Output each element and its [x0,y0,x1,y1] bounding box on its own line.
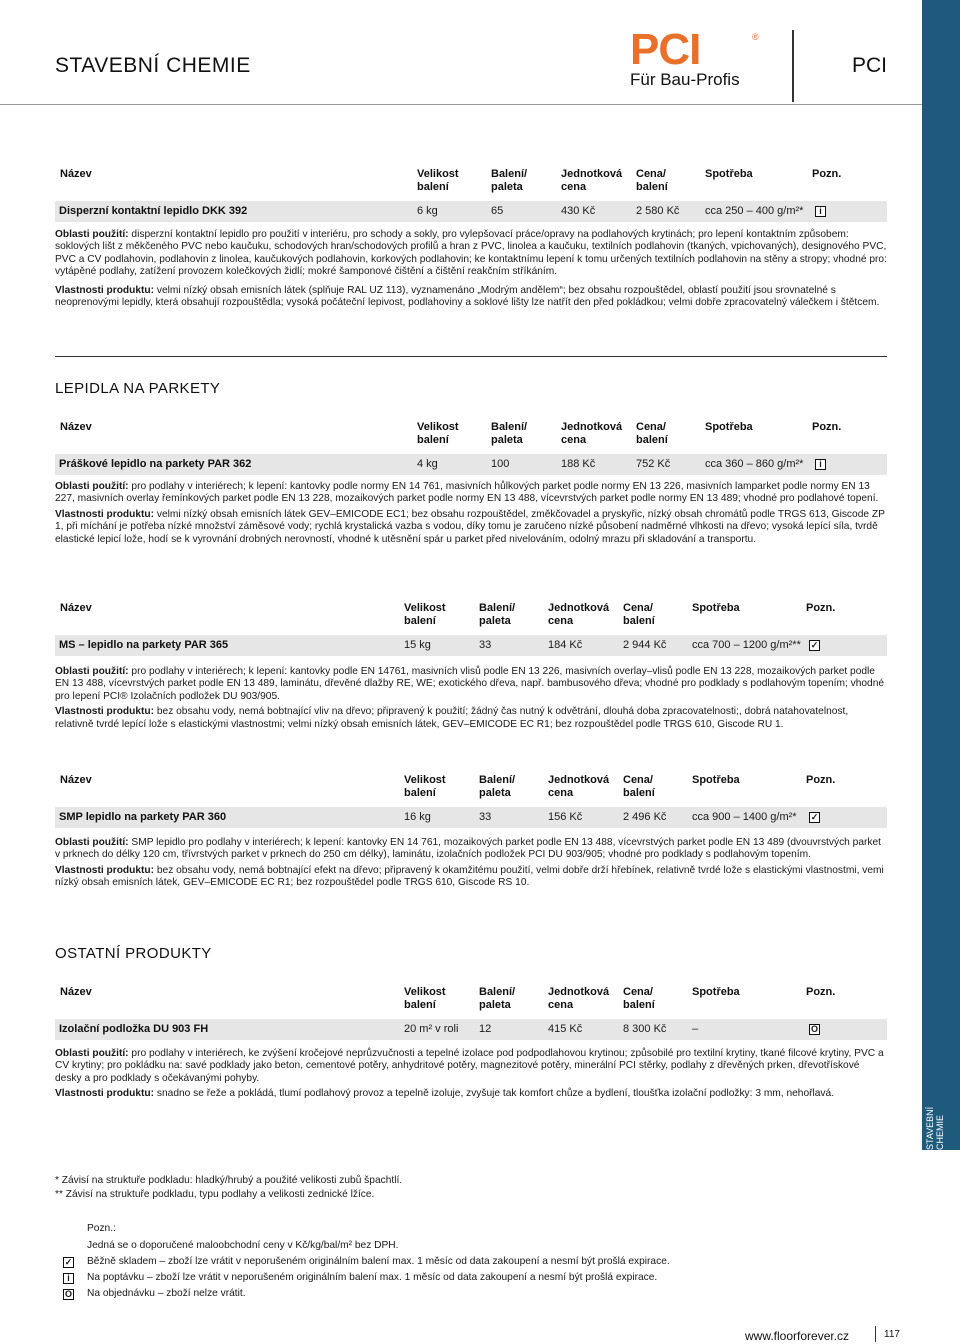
col-name: Název [60,602,92,614]
col-usage: Spotřeba [692,774,740,786]
notes-title: Pozn.: [87,1223,116,1234]
product-description: Oblasti použití: pro podlahy v interiérech, ke zvýšení kročejové neprůzvučnosti a tepelné izolace pod podpodlahovou krytinou; způsobilé pro textilní krytiny, tkané filcové krytiny, PVC a CV krytiny; pro pokládku na: savé podklady jako beton, cementové potěry, anhydritové potěry, magnezitové potěry, minerální PCI stěrky, podlahy z dřevěných prken, dřevotřískové desky a pro podklady s očekávanými pohyby. Vlastnosti produktu: snadno se řeže a pokládá, tlumí podlahový provoz a tepelně izoluje, zvyšuje tak komfort chůze a bydlení, tloušťka izolační podložky: 3 mm, nehořlavá. [55,1048,884,1100]
section-title-other: OSTATNÍ PRODUKTY [55,945,212,962]
col-size: Velikost balení [417,421,459,446]
footer-divider [875,1326,876,1342]
product-pallet: 65 [491,205,504,217]
product-usage: cca 700 – 1200 g/m²** [692,639,801,651]
header-rule [0,104,922,105]
page-title: STAVEBNÍ CHEMIE [55,54,251,77]
col-unit-price: Jednotková cena [548,986,610,1011]
product-pallet: 12 [479,1023,492,1035]
col-name: Název [60,421,92,433]
col-size: Velikost balení [417,168,459,193]
header-divider [792,30,794,102]
product-unit-price: 184 Kč [548,639,583,651]
product-usage: cca 360 – 860 g/m²* [705,458,804,470]
product-unit-price: 188 Kč [561,458,596,470]
header-brand: PCI [852,54,888,77]
col-note: Pozn. [806,774,836,786]
col-unit-price: Jednotková cena [561,421,623,446]
availability-order-icon: O [810,1024,818,1034]
product-pallet: 33 [479,639,492,651]
col-size: Velikost balení [404,774,446,799]
col-size: Velikost balení [404,602,446,627]
product-name: SMP lepidlo na parkety PAR 360 [59,811,227,823]
product-unit-price: 415 Kč [548,1023,583,1035]
product-row [55,201,887,222]
col-price: Cena/ balení [636,421,668,446]
product-usage: cca 250 – 400 g/m²* [705,205,804,217]
col-size: Velikost balení [404,986,446,1011]
col-usage: Spotřeba [692,986,740,998]
section-rule [55,356,887,357]
availability-info-icon: i [815,206,826,217]
col-price: Cena/ balení [623,774,655,799]
product-usage: cca 900 – 1400 g/m²* [692,811,797,823]
product-price: 8 300 Kč [623,1023,667,1035]
product-name: Disperzní kontaktní lepidlo DKK 392 [59,205,248,217]
legend-order-icon: O [64,1289,72,1299]
availability-check-icon: ✓ [810,812,819,822]
footnote-single-star: * Závisí na struktuře podkladu: hladký/hrubý a použité velikosti zubů špachtlí. [55,1175,403,1186]
product-description: Oblasti použití: disperzní kontaktní lepidlo pro použití v interiéru, pro schody a sokly, pro vylepšovací práce/opravy na podlahových krytinách; pro lepení kontaktním způsobem: soklových lišt z měkčeného PVC nebo kaučuku, schodových hran/schodových profilů a hran z PVC, linolea a kaučuku, textilních podlahovin (tkaných, vpichovaných), designového PVC, PVC a CV podlahovin, podlahovin z linolea, kaučukových podlahovin, korkových podlahovin; ke kontaktnímu lepení k tomu určených textilních podlahovin na stěny a stropy; vhodné pro: vytápěné podlahy, zatížení provozem kolečkových židlí; mokré šamponové čištění a čištění reakčním stříkáním. Vlastnosti produktu: velmi nízký obsah emisních látek (splňuje RAL UZ 113), vyznamenáno „Modrým andělem“; bez obsahu rozpouštědel, oblastí použití jsou srovnatelné s neoprenovými lepidly, která obsahují rozpouštědla; vysoká počáteční lepivost, podlahoviny a soklové lišty lze natřít den před pokládkou; velmi dobře zpracovatelný válečkem i štětcem. [55,229,887,309]
legend-order-text: Na objednávku – zboží nelze vrátit. [87,1288,246,1299]
col-pallet: Balení/ paleta [479,602,516,627]
col-name: Název [60,774,92,786]
product-size: 4 kg [417,458,438,470]
footer-website: www.floorforever.cz [745,1329,850,1343]
availability-info-icon: i [815,459,826,470]
col-note: Pozn. [806,602,836,614]
footnote-double-star: ** Závisí na struktuře podkladu, typu podlahy a velikosti zednické lžíce. [55,1189,375,1200]
product-name: MS – lepidlo na parkety PAR 365 [59,639,229,651]
product-row [55,454,887,475]
legend-info-icon: i [63,1273,74,1284]
page-number: 117 [884,1329,900,1340]
logo-tagline: Für Bau-Profis [630,70,740,89]
col-pallet: Balení/ paleta [491,421,528,446]
product-row [55,1019,887,1040]
product-pallet: 33 [479,811,492,823]
col-unit-price: Jednotková cena [561,168,623,193]
product-usage: – [692,1023,699,1035]
product-size: 6 kg [417,205,438,217]
col-note: Pozn. [812,421,842,433]
col-price: Cena/ balení [623,986,655,1011]
pci-logo [628,28,766,90]
product-pallet: 100 [491,458,510,470]
product-size: 20 m² v roli [404,1023,459,1035]
product-price: 2 944 Kč [623,639,667,651]
product-unit-price: 156 Kč [548,811,583,823]
col-price: Cena/ balení [623,602,655,627]
side-section-label: STAVEBNÍ CHEMIE [925,1106,945,1150]
legend-stock-text: Běžně skladem – zboží lze vrátit v neporušeném originálním balení max. 1 měsíc od data zakoupení a nesmí být prošlá expirace. [87,1256,670,1267]
product-row [55,635,887,656]
col-note: Pozn. [812,168,842,180]
product-description: Oblasti použití: pro podlahy v interiérech; k lepení: kantovky podle EN 14761, masivních vlisů podle EN 13 226, masivních overlay–vlisů podle EN 13 228, mozaikových parket podle EN 13 488, vícevrstvých parket podle EN 13 489, laminátu, dřevěné dlažby RE, WE; exotického dřeva, např. bambusového dřeva; vhodné pro podklady s podlahovým topením; vhodné pro lepení PCI® Izolačních podložek DU 903/905. Vlastnosti produktu: bez obsahu vody, nemá bobtnající vliv na dřevo; připravený k použití; žádný čas nutný k odvětrání, dlouhá doba zpracovatelnosti;, dobrá natahovatelnost, relativně tvrdé lepící lože s elastickými vlastnostmi; velmi nízký obsah emisních látek, GEV–EMICODE EC R1; bez rozpouštědel podle TRGS 610, Giscode RU 1. [55,666,885,730]
logo-letters: PCI [630,28,701,74]
legend-inquiry-text: Na poptávku – zboží lze vrátit v neporušeném originálním balení max. 1 měsíc od data zakoupení a nesmí být prošlá expirace. [87,1272,658,1283]
product-name: Izolační podložka DU 903 FH [59,1023,209,1035]
product-row [55,807,887,828]
col-pallet: Balení/ paleta [491,168,528,193]
col-pallet: Balení/ paleta [479,774,516,799]
product-size: 16 kg [404,811,431,823]
col-usage: Spotřeba [692,602,740,614]
col-note: Pozn. [806,986,836,998]
product-description: Oblasti použití: SMP lepidlo pro podlahy v interiérech; k lepení: kantovky EN 14 761, mozaikových parket podle EN 13 488, vícevrstvých parket podle EN 13 489 (dvouvrstvých parket v prknech do délky 120 cm, třívrstvých parket v prknech do 250 cm délky), laminátu, izolačních podložek PCI DU 903/905; vhodné pro podklady s podlahovým topením. Vlastnosti produktu: bez obsahu vody, nemá bobtnající efekt na dřevo; připravený k okamžitému použití, velmi dobře drží hřebínek, relativně tvrdé lože s elastickými vlastnostmi, vemi nízký obsah emisních látek, GEV–EMICODE EC R1; bez rozpouštědel podle TRGS 610, Giscode RS 10. [55,837,884,889]
availability-check-icon: ✓ [810,640,819,650]
product-size: 15 kg [404,639,431,651]
col-usage: Spotřeba [705,168,753,180]
product-price: 2 580 Kč [636,205,680,217]
col-unit-price: Jednotková cena [548,602,610,627]
notes-price-info: Jedná se o doporučené maloobchodní ceny v Kč/kg/bal/m² bez DPH. [87,1240,399,1251]
col-price: Cena/ balení [636,168,668,193]
product-name: Práškové lepidlo na parkety PAR 362 [59,458,252,470]
col-usage: Spotřeba [705,421,753,433]
col-name: Název [60,168,92,180]
product-price: 2 496 Kč [623,811,667,823]
product-unit-price: 430 Kč [561,205,596,217]
col-name: Název [60,986,92,998]
product-price: 752 Kč [636,458,671,470]
col-unit-price: Jednotková cena [548,774,610,799]
legend-check-icon: ✓ [64,1257,73,1267]
logo-registered-mark: ® [752,32,759,42]
side-accent-bar [922,0,960,1150]
product-description: Oblasti použití: pro podlahy v interiérech; k lepení: kantovky podle normy EN 14 761, masivních hůlkových parket podle normy EN 13 226, masivních lamparket podle normy EN 13 227, masivních overlay řemínkových parket podle EN 13 228, mozaikových parket podle normy EN 13 488, vícevrstvých parket podle normy EN 13 489; vhodné pro podlahové topení. Vlastnosti produktu: velmi nízký obsah emisních látek GEV–EMICODE EC1; bez obsahu rozpouštědel, změkčovadel a pryskyřic, nízký obsah chromátů podle TRGS 613, Giscode ZP 1, při míchání je potřeba nízké množství záměsové vody; rychlá krystalická vazba s vodou, díky tomu je zaručeno nízké působení nadměrné vlhkosti na dřevo; vysoká lepící síla, tvrdě elastické lepicí lože, hodí se k vyrovnání drobných nerovností, vhodné k utěsnění spár u parket před nivelováním, odolný mrazu při skladování a transportu. [55,481,885,545]
col-pallet: Balení/ paleta [479,986,516,1011]
section-title-parquet: LEPIDLA NA PARKETY [55,380,221,397]
